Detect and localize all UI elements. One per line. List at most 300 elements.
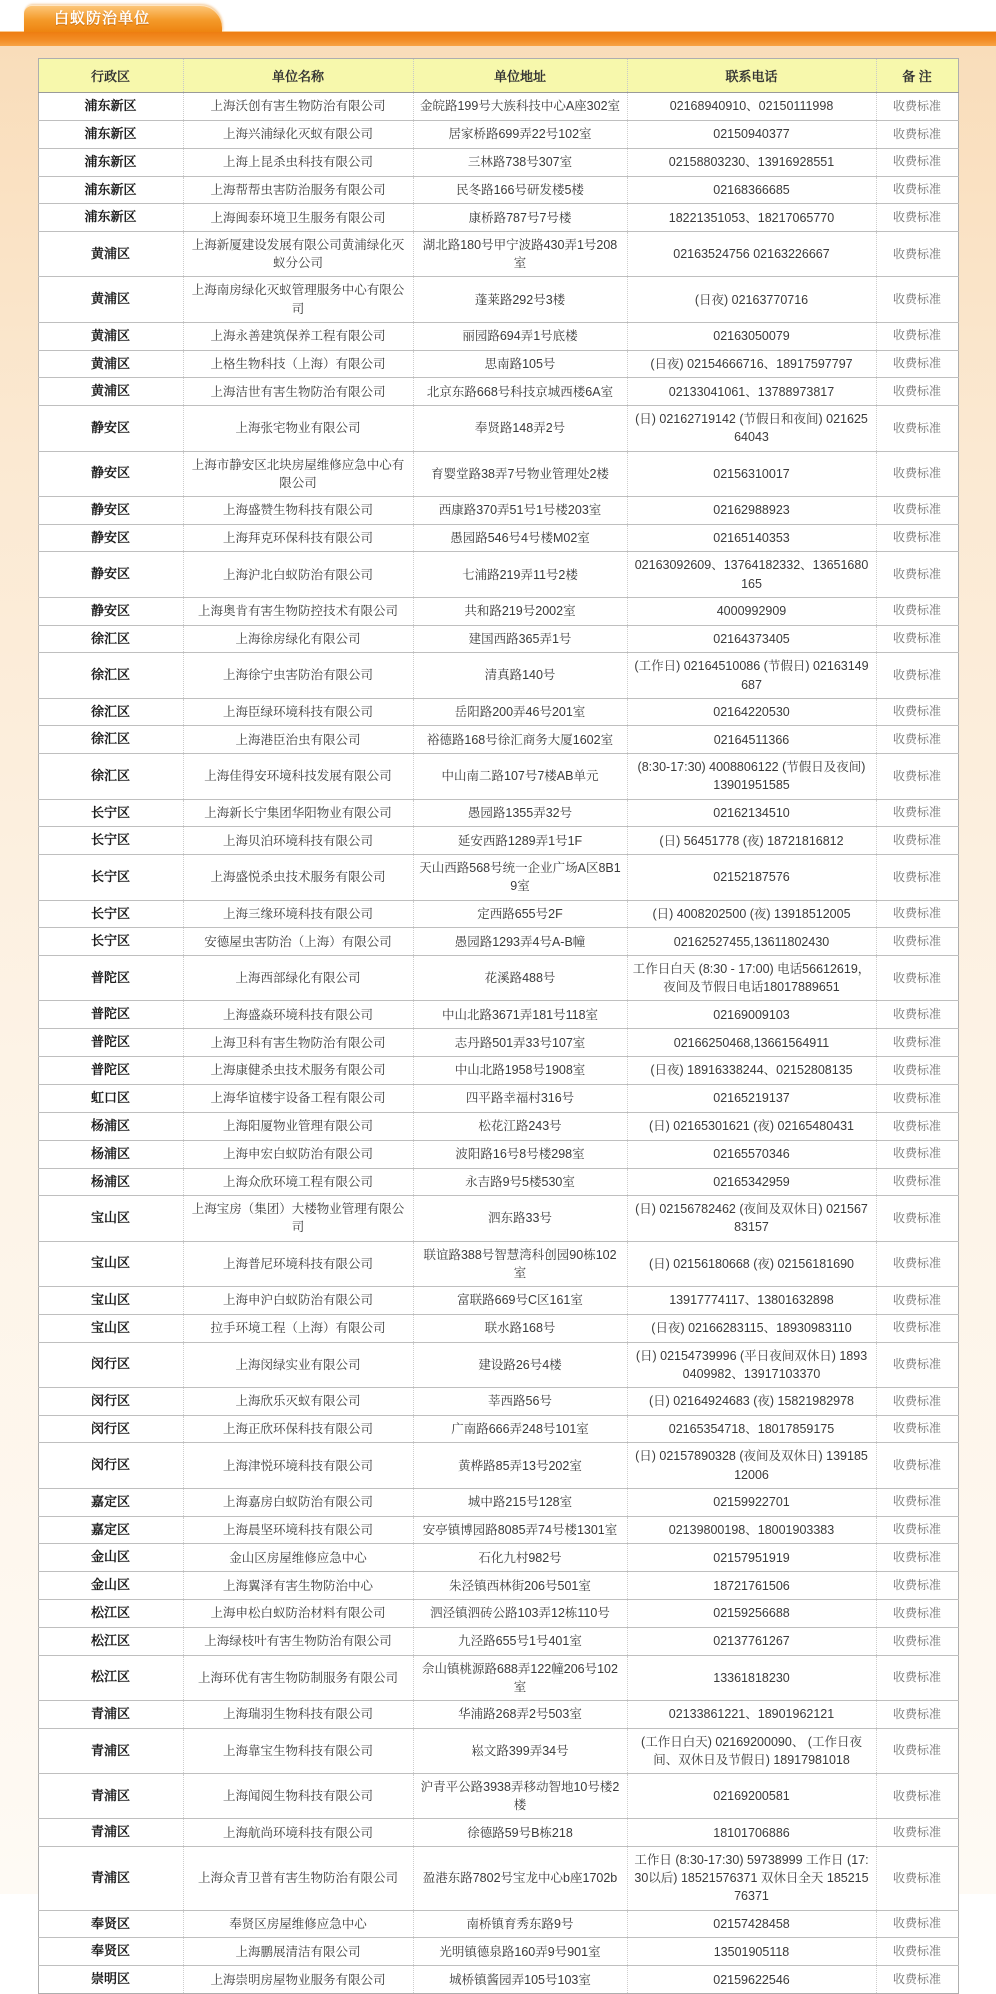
note-cell: 收费标准 — [876, 900, 958, 928]
unit-address-cell: 朱泾镇西林街206号501室 — [413, 1572, 627, 1600]
table-row — [38, 1029, 958, 1057]
phone-cell: 02159622546 — [627, 1966, 876, 1994]
unit-name-cell: 上海环优有害生物防制服务有限公司 — [183, 1655, 413, 1700]
table-row — [38, 754, 958, 799]
phone-cell: (日) 02156180668 (夜) 02156181690 — [627, 1241, 876, 1286]
table-row — [38, 653, 958, 698]
district-cell: 松江区 — [38, 1627, 183, 1655]
unit-address-cell: 泗东路33号 — [413, 1196, 627, 1241]
unit-name-cell: 上海宝房（集团）大楼物业管理有限公司 — [183, 1196, 413, 1241]
table-row — [38, 1415, 958, 1443]
unit-address-cell: 中山南二路107号7楼AB单元 — [413, 754, 627, 799]
unit-address-cell: 建设路26号4楼 — [413, 1342, 627, 1387]
phone-cell: 02163524756 02163226667 — [627, 232, 876, 277]
unit-name-cell: 上海港臣治虫有限公司 — [183, 726, 413, 754]
unit-name-cell: 上海普尼环境科技有限公司 — [183, 1241, 413, 1286]
unit-address-cell: 愚园路1355弄32号 — [413, 799, 627, 827]
phone-cell: 02163092609、13764182332、13651680165 — [627, 552, 876, 597]
phone-cell: 02163050079 — [627, 322, 876, 350]
district-cell: 青浦区 — [38, 1774, 183, 1819]
district-cell: 浦东新区 — [38, 120, 183, 148]
unit-name-cell: 拉手环境工程（上海）有限公司 — [183, 1314, 413, 1342]
page-header — [0, 0, 996, 45]
unit-address-cell: 光明镇德泉路160弄9号901室 — [413, 1938, 627, 1966]
unit-name-cell: 上海卫科有害生物防治有限公司 — [183, 1029, 413, 1057]
phone-cell: (日) 02157890328 (夜间及双休日) 13918512006 — [627, 1443, 876, 1488]
district-cell: 徐汇区 — [38, 625, 183, 653]
note-cell: 收费标准 — [876, 1516, 958, 1544]
unit-name-cell: 上海闵绿实业有限公司 — [183, 1342, 413, 1387]
unit-address-cell: 裕德路168号徐汇商务大厦1602室 — [413, 726, 627, 754]
table-row — [38, 1057, 958, 1085]
note-cell: 收费标准 — [876, 1387, 958, 1415]
unit-name-cell: 上海嘉房白蚁防治有限公司 — [183, 1488, 413, 1516]
unit-name-cell: 上海康健杀虫技术服务有限公司 — [183, 1057, 413, 1085]
note-cell: 收费标准 — [876, 451, 958, 496]
unit-address-cell: 湖北路180号甲宁波路430弄1号208室 — [413, 232, 627, 277]
note-cell: 收费标准 — [876, 1415, 958, 1443]
unit-name-cell: 上海众欣环境工程有限公司 — [183, 1168, 413, 1196]
table-row — [38, 524, 958, 552]
district-cell: 闵行区 — [38, 1443, 183, 1488]
phone-cell: (日) 4008202500 (夜) 13918512005 — [627, 900, 876, 928]
phone-cell: 02133861221、18901962121 — [627, 1701, 876, 1729]
unit-address-cell: 共和路219号2002室 — [413, 597, 627, 625]
note-cell: 收费标准 — [876, 176, 958, 204]
phone-cell: 02169200581 — [627, 1774, 876, 1819]
column-header-unit-address: 单位地址 — [413, 59, 627, 93]
table-row — [38, 1572, 958, 1600]
unit-name-cell: 奉贤区房屋维修应急中心 — [183, 1910, 413, 1938]
unit-name-cell: 上格生物科技（上海）有限公司 — [183, 350, 413, 378]
note-cell: 收费标准 — [876, 1342, 958, 1387]
table-row — [38, 1140, 958, 1168]
note-cell: 收费标准 — [876, 1728, 958, 1773]
table-row — [38, 1314, 958, 1342]
phone-cell: 02157428458 — [627, 1910, 876, 1938]
district-cell: 金山区 — [38, 1572, 183, 1600]
table-row — [38, 176, 958, 204]
district-cell: 松江区 — [38, 1655, 183, 1700]
table-row — [38, 406, 958, 451]
table-row — [38, 378, 958, 406]
table-row — [38, 1966, 958, 1994]
column-header-district: 行政区 — [38, 59, 183, 93]
unit-address-cell: 永吉路9号5楼530室 — [413, 1168, 627, 1196]
unit-name-cell: 上海新长宁集团华阳物业有限公司 — [183, 799, 413, 827]
note-cell: 收费标准 — [876, 956, 958, 1001]
district-cell: 长宁区 — [38, 855, 183, 900]
unit-address-cell: 城桥镇酱园弄105号103室 — [413, 1966, 627, 1994]
unit-address-cell: 广南路666弄248号101室 — [413, 1415, 627, 1443]
note-cell: 收费标准 — [876, 93, 958, 121]
unit-address-cell: 九泾路655号1号401室 — [413, 1627, 627, 1655]
table-header-row — [38, 59, 958, 93]
note-cell: 收费标准 — [876, 322, 958, 350]
table-row — [38, 1443, 958, 1488]
unit-address-cell: 崧文路399弄34号 — [413, 1728, 627, 1773]
note-cell: 收费标准 — [876, 406, 958, 451]
phone-cell: 02164511366 — [627, 726, 876, 754]
unit-name-cell: 上海贝泊环境科技有限公司 — [183, 827, 413, 855]
unit-name-cell: 上海闽泰环境卫生服务有限公司 — [183, 204, 413, 232]
unit-address-cell: 黄桦路85弄13号202室 — [413, 1443, 627, 1488]
unit-name-cell: 上海徐房绿化有限公司 — [183, 625, 413, 653]
unit-name-cell: 上海华谊楼宇设备工程有限公司 — [183, 1084, 413, 1112]
note-cell: 收费标准 — [876, 277, 958, 322]
table-row — [38, 1819, 958, 1847]
table-row — [38, 350, 958, 378]
note-cell: 收费标准 — [876, 1600, 958, 1628]
district-cell: 普陀区 — [38, 1001, 183, 1029]
table-row — [38, 1241, 958, 1286]
note-cell: 收费标准 — [876, 1196, 958, 1241]
unit-name-cell: 上海沃创有害生物防治有限公司 — [183, 93, 413, 121]
table-row — [38, 1196, 958, 1241]
table-row — [38, 698, 958, 726]
unit-name-cell: 上海津悦环境科技有限公司 — [183, 1443, 413, 1488]
unit-name-cell: 上海盛赞生物科技有限公司 — [183, 496, 413, 524]
district-cell: 虹口区 — [38, 1084, 183, 1112]
unit-name-cell: 上海佳得安环境科技发展有限公司 — [183, 754, 413, 799]
district-cell: 奉贤区 — [38, 1910, 183, 1938]
note-cell: 收费标准 — [876, 1057, 958, 1085]
table-body — [38, 93, 958, 1994]
unit-address-cell: 愚园路1293弄4号A-B幢 — [413, 928, 627, 956]
note-cell: 收费标准 — [876, 754, 958, 799]
unit-address-cell: 联谊路388号智慧湾科创园90栋102室 — [413, 1241, 627, 1286]
phone-cell: (工作日) 02164510086 (节假日) 02163149687 — [627, 653, 876, 698]
table-row — [38, 232, 958, 277]
table-row — [38, 928, 958, 956]
unit-address-cell: 清真路140号 — [413, 653, 627, 698]
district-cell: 青浦区 — [38, 1847, 183, 1910]
note-cell: 收费标准 — [876, 1488, 958, 1516]
table-row — [38, 1627, 958, 1655]
phone-cell: 02162134510 — [627, 799, 876, 827]
unit-address-cell: 奉贤路148弄2号 — [413, 406, 627, 451]
unit-name-cell: 上海申宏白蚁防治有限公司 — [183, 1140, 413, 1168]
district-cell: 徐汇区 — [38, 726, 183, 754]
unit-name-cell: 上海徐宁虫害防治有限公司 — [183, 653, 413, 698]
unit-address-cell: 松花江路243号 — [413, 1112, 627, 1140]
note-cell: 收费标准 — [876, 1443, 958, 1488]
district-cell: 静安区 — [38, 451, 183, 496]
table-row — [38, 1847, 958, 1910]
unit-name-cell: 上海西部绿化有限公司 — [183, 956, 413, 1001]
note-cell: 收费标准 — [876, 1140, 958, 1168]
unit-name-cell: 上海奥肯有害生物防控技术有限公司 — [183, 597, 413, 625]
unit-name-cell: 上海众青卫普有害生物防治有限公司 — [183, 1847, 413, 1910]
phone-cell: 02165570346 — [627, 1140, 876, 1168]
district-cell: 徐汇区 — [38, 653, 183, 698]
unit-address-cell: 盈港东路7802号宝龙中心b座1702b — [413, 1847, 627, 1910]
phone-cell: 02168940910、02150111998 — [627, 93, 876, 121]
note-cell: 收费标准 — [876, 726, 958, 754]
page-content — [0, 45, 996, 1987]
table-row — [38, 93, 958, 121]
phone-cell: 02133041061、13788973817 — [627, 378, 876, 406]
note-cell: 收费标准 — [876, 799, 958, 827]
table-row — [38, 204, 958, 232]
phone-cell: (日夜) 18916338244、02152808135 — [627, 1057, 876, 1085]
phone-cell: 02157951919 — [627, 1544, 876, 1572]
phone-cell: 02165140353 — [627, 524, 876, 552]
table-row — [38, 625, 958, 653]
unit-name-cell: 上海三缘环境科技有限公司 — [183, 900, 413, 928]
unit-name-cell: 上海拜克环保科技有限公司 — [183, 524, 413, 552]
district-cell: 奉贤区 — [38, 1938, 183, 1966]
district-cell: 黄浦区 — [38, 277, 183, 322]
unit-address-cell: 莘西路56号 — [413, 1387, 627, 1415]
district-cell: 静安区 — [38, 406, 183, 451]
unit-name-cell: 上海鹏展清洁有限公司 — [183, 1938, 413, 1966]
district-cell: 杨浦区 — [38, 1140, 183, 1168]
unit-name-cell: 上海申沪白蚁防治有限公司 — [183, 1286, 413, 1314]
table-row — [38, 322, 958, 350]
note-cell: 收费标准 — [876, 1774, 958, 1819]
district-cell: 松江区 — [38, 1600, 183, 1628]
phone-cell: 工作日 (8:30-17:30) 59738999 工作日 (17:30以后) 18521576371 双休日全天 18521576371 — [627, 1847, 876, 1910]
unit-name-cell: 上海航尚环境科技有限公司 — [183, 1819, 413, 1847]
table-row — [38, 799, 958, 827]
phone-cell: 02156310017 — [627, 451, 876, 496]
tab-label: 白蚁防治单位 — [54, 10, 151, 27]
phone-cell: (日) 02164924683 (夜) 15821982978 — [627, 1387, 876, 1415]
unit-address-cell: 沪青平公路3938弄移动智地10号楼2楼 — [413, 1774, 627, 1819]
unit-address-cell: 花溪路488号 — [413, 956, 627, 1001]
unit-address-cell: 波阳路16号8号楼298室 — [413, 1140, 627, 1168]
phone-cell: 02168366685 — [627, 176, 876, 204]
table-row — [38, 956, 958, 1001]
phone-cell: 02164373405 — [627, 625, 876, 653]
table-row — [38, 1701, 958, 1729]
table-row — [38, 1728, 958, 1773]
unit-name-cell: 上海瑞羽生物科技有限公司 — [183, 1701, 413, 1729]
phone-cell: 13501905118 — [627, 1938, 876, 1966]
table-row — [38, 1910, 958, 1938]
note-cell: 收费标准 — [876, 1627, 958, 1655]
phone-cell: (8:30-17:30) 4008806122 (节假日及夜间) 13901951585 — [627, 754, 876, 799]
unit-address-cell: 城中路215号128室 — [413, 1488, 627, 1516]
district-cell: 静安区 — [38, 597, 183, 625]
district-cell: 嘉定区 — [38, 1516, 183, 1544]
phone-cell: (日夜) 02163770716 — [627, 277, 876, 322]
phone-cell: 02162988923 — [627, 496, 876, 524]
note-cell: 收费标准 — [876, 204, 958, 232]
phone-cell: 18721761506 — [627, 1572, 876, 1600]
unit-address-cell: 蓬莱路292号3楼 — [413, 277, 627, 322]
unit-name-cell: 安德屋虫害防治（上海）有限公司 — [183, 928, 413, 956]
table-row — [38, 1084, 958, 1112]
unit-address-cell: 三林路738号307室 — [413, 148, 627, 176]
unit-address-cell: 石化九村982号 — [413, 1544, 627, 1572]
phone-cell: 02165219137 — [627, 1084, 876, 1112]
phone-cell: (日夜) 02166283115、18930983110 — [627, 1314, 876, 1342]
phone-cell: 18221351053、18217065770 — [627, 204, 876, 232]
table-row — [38, 451, 958, 496]
note-cell: 收费标准 — [876, 597, 958, 625]
note-cell: 收费标准 — [876, 855, 958, 900]
phone-cell: 工作日白天 (8:30 - 17:00) 电话56612619，夜间及节假日电话18017889651 — [627, 956, 876, 1001]
note-cell: 收费标准 — [876, 1655, 958, 1700]
unit-name-cell: 上海阳厦物业管理有限公司 — [183, 1112, 413, 1140]
unit-address-cell: 金皖路199号大族科技中心A座302室 — [413, 93, 627, 121]
district-cell: 浦东新区 — [38, 148, 183, 176]
district-cell: 黄浦区 — [38, 378, 183, 406]
termite-units-table — [38, 58, 959, 1994]
note-cell: 收费标准 — [876, 148, 958, 176]
table-row — [38, 1655, 958, 1700]
table-row — [38, 855, 958, 900]
unit-address-cell: 延安西路1289弄1号1F — [413, 827, 627, 855]
note-cell: 收费标准 — [876, 1819, 958, 1847]
district-cell: 闵行区 — [38, 1415, 183, 1443]
unit-name-cell: 金山区房屋维修应急中心 — [183, 1544, 413, 1572]
note-cell: 收费标准 — [876, 1544, 958, 1572]
phone-cell: 02137761267 — [627, 1627, 876, 1655]
district-cell: 普陀区 — [38, 1029, 183, 1057]
table-row — [38, 277, 958, 322]
district-cell: 长宁区 — [38, 900, 183, 928]
table-row — [38, 1286, 958, 1314]
phone-cell: (日) 02162719142 (节假日和夜间) 02162564043 — [627, 406, 876, 451]
note-cell: 收费标准 — [876, 1314, 958, 1342]
unit-address-cell: 华浦路268弄2号503室 — [413, 1701, 627, 1729]
phone-cell: 02150940377 — [627, 120, 876, 148]
phone-cell: (日) 02156782462 (夜间及双休日) 02156783157 — [627, 1196, 876, 1241]
note-cell: 收费标准 — [876, 928, 958, 956]
district-cell: 黄浦区 — [38, 232, 183, 277]
district-cell: 崇明区 — [38, 1966, 183, 1994]
column-header-phone: 联系电话 — [627, 59, 876, 93]
district-cell: 杨浦区 — [38, 1168, 183, 1196]
phone-cell: 02139800198、18001903383 — [627, 1516, 876, 1544]
unit-address-cell: 中山北路1958号1908室 — [413, 1057, 627, 1085]
unit-name-cell: 上海帮帮虫害防治服务有限公司 — [183, 176, 413, 204]
note-cell: 收费标准 — [876, 827, 958, 855]
district-cell: 浦东新区 — [38, 176, 183, 204]
unit-address-cell: 南桥镇育秀东路9号 — [413, 1910, 627, 1938]
district-cell: 青浦区 — [38, 1728, 183, 1773]
table-row — [38, 120, 958, 148]
phone-cell: 02165342959 — [627, 1168, 876, 1196]
table-row — [38, 597, 958, 625]
note-cell: 收费标准 — [876, 698, 958, 726]
table-row — [38, 1774, 958, 1819]
unit-address-cell: 居家桥路699弄22号102室 — [413, 120, 627, 148]
district-cell: 闵行区 — [38, 1342, 183, 1387]
unit-name-cell: 上海南房绿化灭蚁管理服务中心有限公司 — [183, 277, 413, 322]
unit-name-cell: 上海绿枝叶有害生物防治有限公司 — [183, 1627, 413, 1655]
note-cell: 收费标准 — [876, 232, 958, 277]
table-row — [38, 726, 958, 754]
note-cell: 收费标准 — [876, 1112, 958, 1140]
district-cell: 长宁区 — [38, 928, 183, 956]
unit-address-cell: 佘山镇桃源路688弄122幢206号102室 — [413, 1655, 627, 1700]
unit-address-cell: 康桥路787号7号楼 — [413, 204, 627, 232]
column-header-unit-name: 单位名称 — [183, 59, 413, 93]
unit-name-cell: 上海张宅物业有限公司 — [183, 406, 413, 451]
phone-cell: 02169009103 — [627, 1001, 876, 1029]
unit-address-cell: 思南路105号 — [413, 350, 627, 378]
note-cell: 收费标准 — [876, 1084, 958, 1112]
table-row — [38, 1387, 958, 1415]
table-row — [38, 827, 958, 855]
phone-cell: 02158803230、13916928551 — [627, 148, 876, 176]
district-cell: 浦东新区 — [38, 204, 183, 232]
district-cell: 嘉定区 — [38, 1488, 183, 1516]
phone-cell: (工作日白天) 02169200090、 (工作日夜间、双休日及节假日) 18917981018 — [627, 1728, 876, 1773]
note-cell: 收费标准 — [876, 1572, 958, 1600]
table-row — [38, 148, 958, 176]
table-row — [38, 1001, 958, 1029]
unit-name-cell: 上海申松白蚁防治材料有限公司 — [183, 1600, 413, 1628]
unit-name-cell: 上海正欣环保科技有限公司 — [183, 1415, 413, 1443]
unit-name-cell: 上海翼泽有害生物防治中心 — [183, 1572, 413, 1600]
district-cell: 长宁区 — [38, 827, 183, 855]
unit-name-cell: 上海靠宝生物科技有限公司 — [183, 1728, 413, 1773]
unit-address-cell: 定西路655号2F — [413, 900, 627, 928]
unit-address-cell: 民冬路166号研发楼5楼 — [413, 176, 627, 204]
district-cell: 长宁区 — [38, 799, 183, 827]
unit-address-cell: 中山北路3671弄181号118室 — [413, 1001, 627, 1029]
unit-address-cell: 西康路370弄51号1号楼203室 — [413, 496, 627, 524]
district-cell: 黄浦区 — [38, 322, 183, 350]
unit-address-cell: 丽园路694弄1号底楼 — [413, 322, 627, 350]
phone-cell: 02152187576 — [627, 855, 876, 900]
unit-name-cell: 上海永善建筑保养工程有限公司 — [183, 322, 413, 350]
unit-address-cell: 四平路幸福村316号 — [413, 1084, 627, 1112]
unit-address-cell: 育婴堂路38弄7号物业管理处2楼 — [413, 451, 627, 496]
unit-name-cell: 上海沪北白蚁防治有限公司 — [183, 552, 413, 597]
unit-address-cell: 志丹路501弄33号107室 — [413, 1029, 627, 1057]
phone-cell: 18101706886 — [627, 1819, 876, 1847]
unit-name-cell: 上海闻阅生物科技有限公司 — [183, 1774, 413, 1819]
phone-cell: 02164220530 — [627, 698, 876, 726]
note-cell: 收费标准 — [876, 1168, 958, 1196]
table-row — [38, 1488, 958, 1516]
unit-name-cell: 上海欣乐灭蚁有限公司 — [183, 1387, 413, 1415]
tab-termite-control-units[interactable] — [24, 5, 222, 32]
phone-cell: (日) 02154739996 (平日夜间双休日) 18930409982、13917103370 — [627, 1342, 876, 1387]
phone-cell: (日夜) 02154666716、18917597797 — [627, 350, 876, 378]
district-cell: 宝山区 — [38, 1286, 183, 1314]
unit-address-cell: 七浦路219弄11号2楼 — [413, 552, 627, 597]
table-row — [38, 900, 958, 928]
phone-cell: 13361818230 — [627, 1655, 876, 1700]
note-cell: 收费标准 — [876, 1847, 958, 1910]
district-cell: 静安区 — [38, 552, 183, 597]
unit-name-cell: 上海盛悦杀虫技术服务有限公司 — [183, 855, 413, 900]
table-row — [38, 1168, 958, 1196]
district-cell: 金山区 — [38, 1544, 183, 1572]
table-row — [38, 1112, 958, 1140]
phone-cell: 02166250468,13661564911 — [627, 1029, 876, 1057]
unit-name-cell: 上海洁世有害生物防治有限公司 — [183, 378, 413, 406]
district-cell: 杨浦区 — [38, 1112, 183, 1140]
district-cell: 浦东新区 — [38, 93, 183, 121]
note-cell: 收费标准 — [876, 1910, 958, 1938]
unit-address-cell: 联水路168号 — [413, 1314, 627, 1342]
unit-name-cell: 上海臣绿环境科技有限公司 — [183, 698, 413, 726]
note-cell: 收费标准 — [876, 1029, 958, 1057]
phone-cell: (日) 56451778 (夜) 18721816812 — [627, 827, 876, 855]
phone-cell: 02165354718、18017859175 — [627, 1415, 876, 1443]
unit-address-cell: 天山西路568号统一企业广场A区8B19室 — [413, 855, 627, 900]
district-cell: 青浦区 — [38, 1701, 183, 1729]
table-row — [38, 496, 958, 524]
